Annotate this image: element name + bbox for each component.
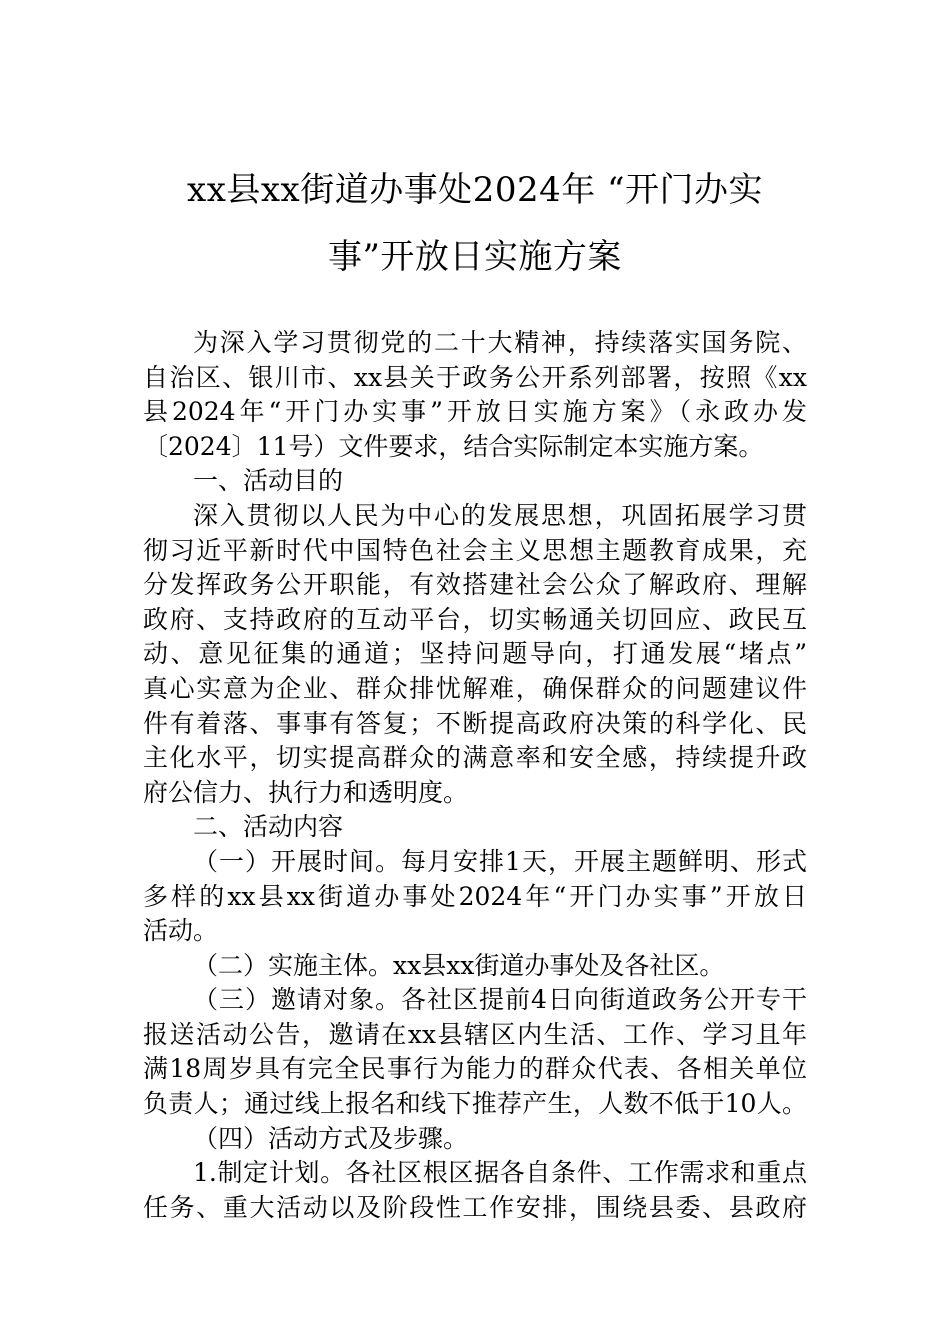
body-line: 负责人；通过线上报名和线下推荐产生，人数不低于10人。 bbox=[143, 1089, 807, 1119]
body-line: 动、意见征集的通道；坚持问题导向，打通发展“堵点” bbox=[143, 639, 807, 669]
body-line: 政府、支持政府的互动平台，切实畅通关切回应、政民互 bbox=[143, 604, 807, 634]
body-line: 彻习近平新时代中国特色社会主义思想主题教育成果，充 bbox=[143, 535, 807, 565]
body-line: 深入贯彻以人民为中心的发展思想，巩固拓展学习贯 bbox=[193, 500, 807, 530]
body-line: 分发挥政务公开职能，有效搭建社会公众了解政府、理解 bbox=[143, 570, 807, 600]
body-line: 满18周岁具有完全民事行为能力的群众代表、各相关单位 bbox=[143, 1054, 807, 1084]
body-line: （三）邀请对象。各社区提前4日向街道政务公开专干 bbox=[193, 985, 807, 1015]
body-line: 县2024年“开门办实事”开放日实施方案》（永政办发 bbox=[143, 397, 807, 427]
body-line: 为深入学习贯彻党的二十大精神，持续落实国务院、 bbox=[193, 328, 807, 357]
body-line: 真心实意为企业、群众排忧解难，确保群众的问题建议件 bbox=[143, 673, 807, 703]
body-line: 二、活动内容 bbox=[193, 812, 344, 842]
body-line: 府公信力、执行力和透明度。 bbox=[143, 777, 469, 807]
body-line: 〔2024〕11号）文件要求，结合实际制定本实施方案。 bbox=[143, 431, 764, 461]
body-line: 自治区、银川市、xx县关于政务公开系列部署，按照《xx bbox=[143, 362, 807, 392]
body-line: （二）实施主体。xx县xx街道办事处及各社区。 bbox=[193, 950, 725, 980]
body-line: 主化水平，切实提高群众的满意率和安全感，持续提升政 bbox=[143, 743, 807, 773]
body-line: （一）开展时间。每月安排1天，开展主题鲜明、形式 bbox=[193, 846, 807, 876]
body-line: 活动。 bbox=[143, 916, 219, 946]
body-line: 任务、重大活动以及阶段性工作安排，围绕县委、县政府 bbox=[143, 1192, 807, 1222]
body-line: 报送活动公告，邀请在xx县辖区内生活、工作、学习且年 bbox=[143, 1019, 807, 1049]
body-line: 一、活动目的 bbox=[193, 466, 344, 496]
document-title-line-2: 事”开放日实施方案 bbox=[328, 237, 622, 277]
document-title-line-1: xx县xx街道办事处2024年 “开门办实 bbox=[187, 170, 763, 210]
body-line: （四）活动方式及步骤。 bbox=[193, 1123, 469, 1153]
body-line: 多样的xx县xx街道办事处2024年“开门办实事”开放日 bbox=[143, 881, 807, 911]
document-body bbox=[143, 326, 807, 1225]
body-line: 件有着落、事事有答复；不断提高政府决策的科学化、民 bbox=[143, 708, 807, 738]
body-line: 1.制定计划。各社区根区据各自条件、工作需求和重点 bbox=[193, 1158, 807, 1188]
